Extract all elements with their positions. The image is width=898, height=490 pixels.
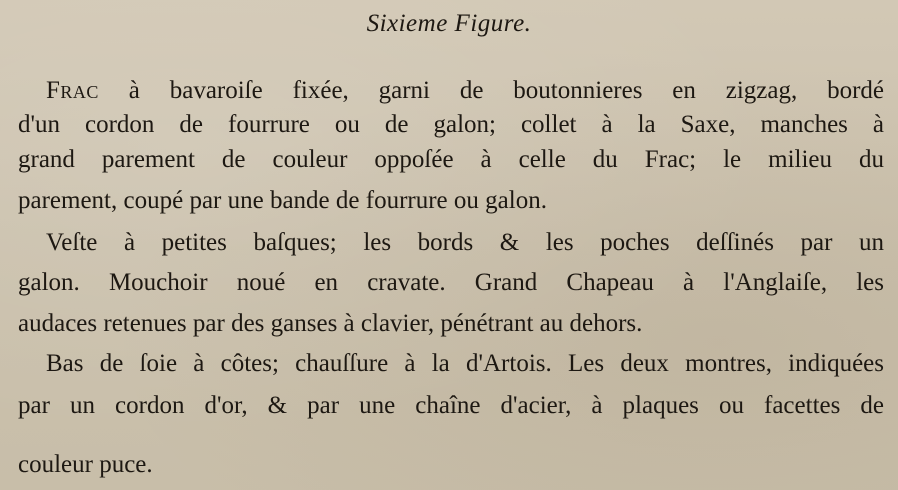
page-title: Sixieme Figure.: [366, 10, 532, 37]
paragraph-1-line-3: grand parement de couleur oppoſée à celle du Frac; le milieu du: [18, 146, 884, 173]
paragraph-2-line-3: audaces retenues par des ganses à clavier, pénétrant au dehors.: [18, 310, 643, 337]
paragraph-2-line-2: galon. Mouchoir noué en cravate. Grand Chapeau à l'Anglaiſe, les: [18, 269, 884, 296]
paragraph-1-line-1: [46, 74, 884, 108]
paragraph-1-line-4: parement, coupé par une bande de fourrure ou galon.: [18, 187, 547, 214]
line-text: à bavaroiſe fixée, garni de boutonnieres en zigzag, bordé: [98, 77, 884, 104]
paragraph-2-line-1: Veſte à petites baſques; les bords & les poches deſſinés par un: [46, 229, 884, 256]
lead-word: Frac: [46, 77, 99, 104]
paragraph-3-line-1: Bas de ſoie à côtes; chauſſure à la d'Artois. Les deux montres, indiquées: [46, 350, 884, 377]
paragraph-3-line-2: par un cordon d'or, & par une chaîne d'acier, à plaques ou facettes de: [18, 392, 884, 419]
paragraph-3-line-3: couleur puce.: [18, 451, 153, 478]
paragraph-1-line-2: d'un cordon de fourrure ou de galon; collet à la Saxe, manches à: [18, 111, 884, 138]
